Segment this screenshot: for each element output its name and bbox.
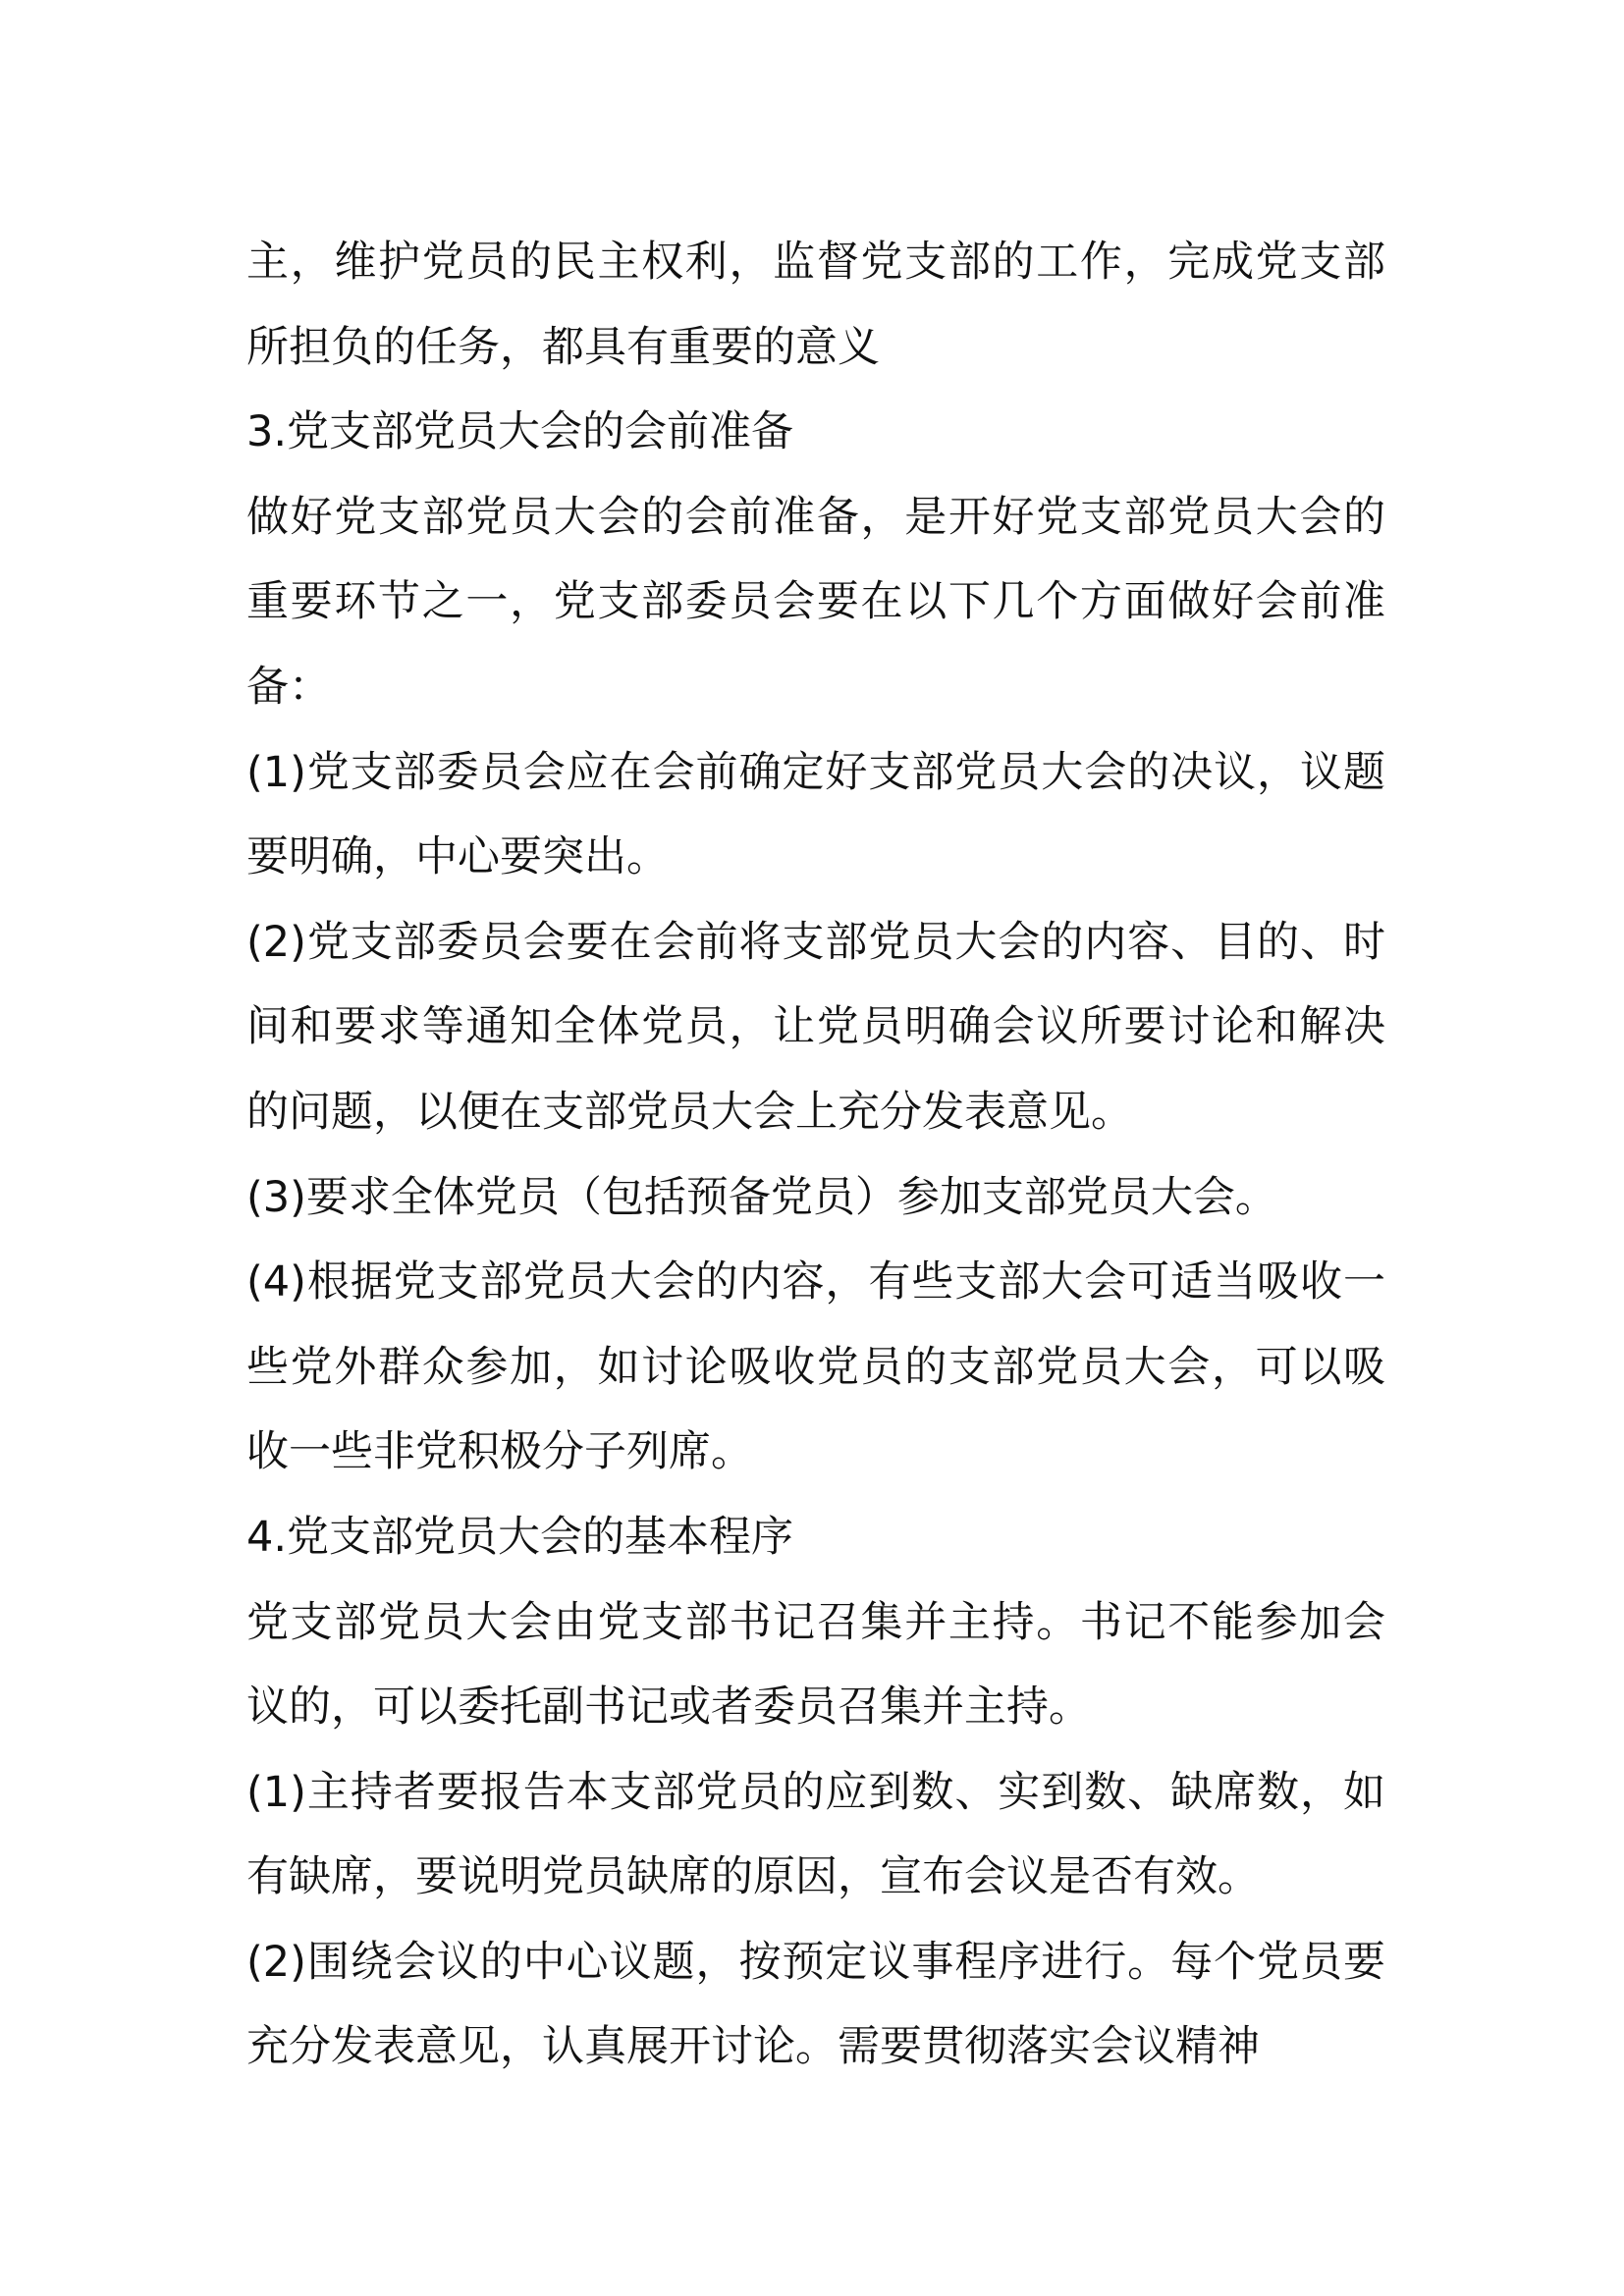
section-heading-4: 4.党支部党员大会的基本程序 — [246, 1512, 794, 1562]
list-item-procedure-2: (2)围绕会议的中心议题，按预定议事程序进行。每个党员要充分发表意见，认真展开讨论。需要贯彻落实会议精神 — [246, 1937, 1385, 2072]
paragraph-continuation: 主，维护党员的民主权利，监督党支部的工作，完成党支部所担负的任务，都具有重要的意义 — [246, 238, 1385, 372]
list-item-4: (4)根据党支部党员大会的内容，有些支部大会可适当吸收一些党外群众参加，如讨论吸收党员的支部党员大会，可以吸收一些非党积极分子列席。 — [246, 1257, 1385, 1477]
list-item-1: (1)党支部委员会应在会前确定好支部党员大会的决议，议题要明确，中心要突出。 — [246, 747, 1385, 882]
list-item-procedure-1: (1)主持者要报告本支部党员的应到数、实到数、缺席数，如有缺席，要说明党员缺席的原因，宣布会议是否有效。 — [246, 1767, 1385, 1902]
paragraph-prep-intro: 做好党支部党员大会的会前准备，是开好党支部党员大会的重要环节之一，党支部委员会要在以下几个方面做好会前准备： — [246, 492, 1385, 712]
list-item-3: (3)要求全体党员（包括预备党员）参加支部党员大会。 — [246, 1172, 1277, 1222]
paragraph-procedure-intro: 党支部党员大会由党支部书记召集并主持。书记不能参加会议的，可以委托副书记或者委员召集并主持。 — [246, 1597, 1385, 1733]
list-item-2: (2)党支部委员会要在会前将支部党员大会的内容、目的、时间和要求等通知全体党员，让党员明确会议所要讨论和解决的问题，以便在支部党员大会上充分发表意见。 — [246, 917, 1385, 1137]
section-heading-3: 3.党支部党员大会的会前准备 — [246, 407, 794, 457]
body-text — [246, 220, 1385, 2090]
